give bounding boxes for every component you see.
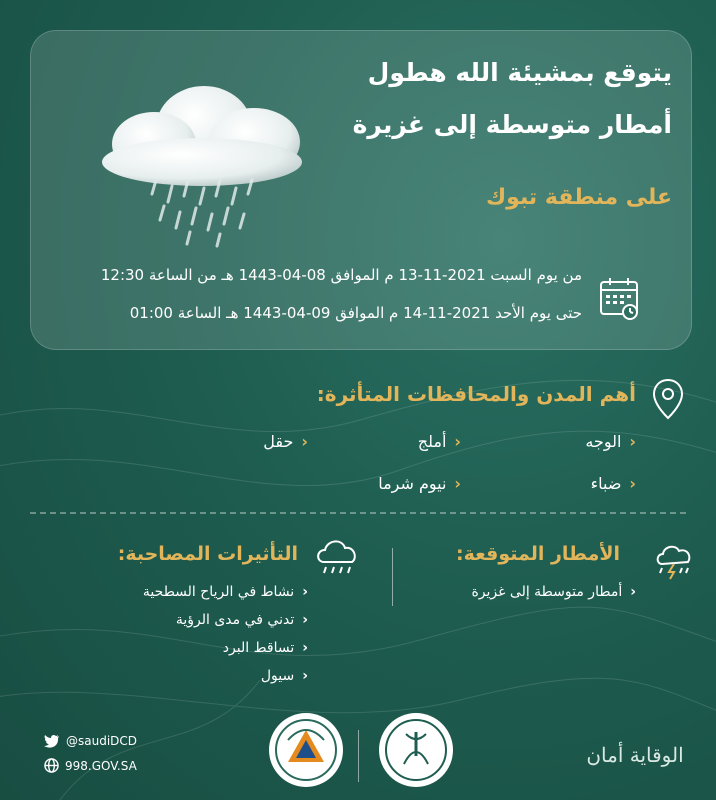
logo-divider <box>358 730 359 782</box>
website-url: 998.GOV.SA <box>65 758 137 773</box>
chevron-icon: ‹ <box>629 432 636 451</box>
chevron-icon: ‹ <box>629 474 636 493</box>
chevron-icon: ‹ <box>454 432 461 451</box>
effect-text: نشاط في الرياح السطحية <box>142 584 295 600</box>
chevron-icon: ‹ <box>454 474 461 493</box>
thunderstorm-icon <box>652 540 698 580</box>
twitter-link[interactable] <box>44 734 137 748</box>
ministry-logo <box>376 710 456 790</box>
list-item <box>396 584 636 600</box>
calendar-icon <box>598 276 642 322</box>
city-name: حقل <box>263 432 294 451</box>
effect-text: سيول <box>260 668 295 684</box>
rain-icon <box>312 536 362 580</box>
effect-text: تساقط البرد <box>222 640 295 656</box>
column-divider <box>392 548 393 606</box>
chevron-icon: ‹ <box>302 612 308 628</box>
twitter-icon <box>44 734 60 748</box>
chevron-icon: ‹ <box>302 668 308 684</box>
city-name: نيوم شرما <box>378 474 447 493</box>
city-name: أملج <box>417 432 447 451</box>
title-line-2: أمطار متوسطة إلى غزيرة <box>352 110 672 139</box>
list-item <box>168 432 308 451</box>
city-name: ضباء <box>590 474 622 493</box>
list-item <box>496 432 636 451</box>
effect-text: تدني في مدى الرؤية <box>175 612 295 628</box>
list-item <box>321 432 461 451</box>
location-pin-icon <box>652 378 684 420</box>
effects-title: التأثيرات المصاحبة: <box>117 543 298 565</box>
section-divider <box>30 512 686 514</box>
date-from: من يوم السبت 2021-11-13 م الموافق 08-04-1443 هـ من الساعة 12:30 <box>100 266 582 284</box>
date-to: حتى يوم الأحد 2021-11-14 م الموافق 09-04-1443 هـ الساعة 01:00 <box>129 304 582 322</box>
chevron-icon: ‹ <box>630 584 636 600</box>
rain-type: أمطار متوسطة إلى غزيرة <box>471 584 623 600</box>
chevron-icon: ‹ <box>302 640 308 656</box>
list-item <box>68 640 308 656</box>
title-line-1: يتوقع بمشيئة الله هطول <box>367 58 672 87</box>
list-item <box>68 584 308 600</box>
rain-cloud-icon <box>94 70 314 250</box>
city-name: الوجه <box>585 432 622 451</box>
globe-icon <box>44 758 59 773</box>
motto-logo: الوقاية أمان <box>586 743 684 767</box>
expected-rain-title: الأمطار المتوقعة: <box>456 543 620 565</box>
website-link[interactable] <box>44 758 137 773</box>
chevron-icon: ‹ <box>301 432 308 451</box>
list-item <box>321 474 461 493</box>
list-item <box>68 612 308 628</box>
chevron-icon: ‹ <box>302 584 308 600</box>
region-label: على منطقة تبوك <box>486 185 672 210</box>
list-item <box>68 668 308 684</box>
twitter-handle: @saudiDCD <box>66 734 138 748</box>
civil-defense-logo <box>266 710 346 790</box>
cities-title: أهم المدن والمحافظات المتأثرة: <box>316 382 636 406</box>
list-item <box>496 474 636 493</box>
